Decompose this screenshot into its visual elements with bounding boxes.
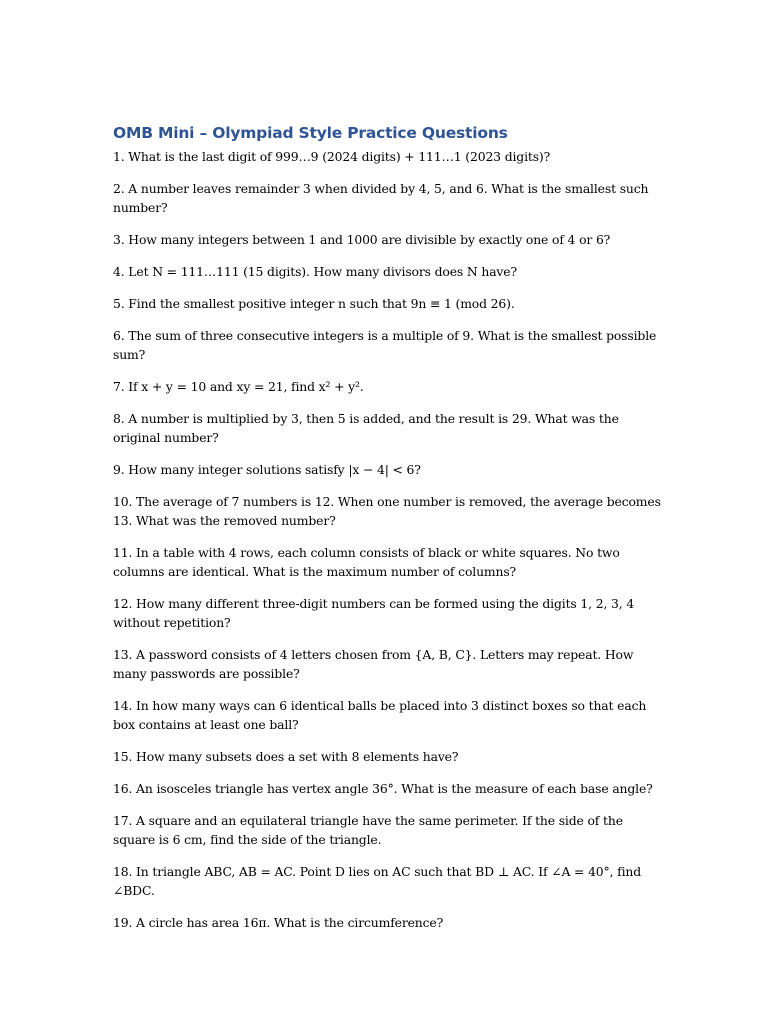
question-8: 8. A number is multiplied by 3, then 5 is added, and the result is 29. What was the original number? [113,411,619,445]
question-15: 15. How many subsets does a set with 8 elements have? [113,749,459,764]
question-11: 11. In a table with 4 rows, each column consists of black or white squares. No two columns are identical. What is the maximum number of columns? [113,545,620,579]
question-9: 9. How many integer solutions satisfy |x − 4| < 6? [113,462,421,477]
question-13: 13. A password consists of 4 letters chosen from {A, B, C}. Letters may repeat. How many passwords are possible? [113,647,634,681]
page-title: OMB Mini – Olympiad Style Practice Questions [113,124,508,142]
question-17: 17. A square and an equilateral triangle have the same perimeter. If the side of the square is 6 cm, find the side of the triangle. [113,813,623,847]
question-19: 19. A circle has area 16π. What is the circumference? [113,915,444,930]
question-2: 2. A number leaves remainder 3 when divided by 4, 5, and 6. What is the smallest such number? [113,181,649,215]
question-6: 6. The sum of three consecutive integers is a multiple of 9. What is the smallest possible sum? [113,328,657,362]
question-16: 16. An isosceles triangle has vertex angle 36°. What is the measure of each base angle? [113,781,653,796]
question-4: 4. Let N = 111…111 (15 digits). How many divisors does N have? [113,264,517,279]
question-3: 3. How many integers between 1 and 1000 are divisible by exactly one of 4 or 6? [113,232,611,247]
question-1: 1. What is the last digit of 999…9 (2024 digits) + 111…1 (2023 digits)? [113,149,551,164]
question-12: 12. How many different three-digit numbers can be formed using the digits 1, 2, 3, 4 without repetition? [113,596,635,630]
question-18: 18. In triangle ABC, AB = AC. Point D lies on AC such that BD ⊥ AC. If ∠A = 40°, find ∠BDC. [113,864,642,898]
question-10: 10. The average of 7 numbers is 12. When one number is removed, the average becomes 13. What was the removed number? [113,494,661,528]
question-list [113,147,661,945]
question-5: 5. Find the smallest positive integer n such that 9n ≡ 1 (mod 26). [113,296,515,311]
question-7: 7. If x + y = 10 and xy = 21, find x² + y². [113,379,364,394]
question-14: 14. In how many ways can 6 identical balls be placed into 3 distinct boxes so that each box contains at least one ball? [113,698,647,732]
